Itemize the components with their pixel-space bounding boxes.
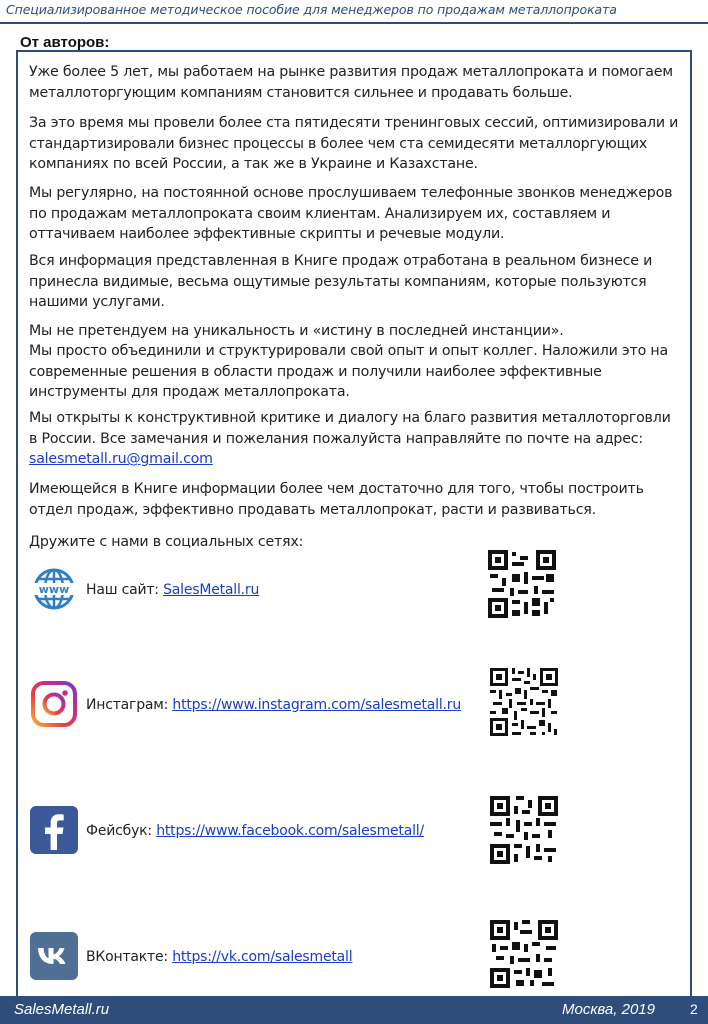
qr-code-site <box>488 550 556 618</box>
instagram-label: Инстаграм: <box>86 697 173 713</box>
facebook-label: Фейсбук: <box>86 823 157 839</box>
paragraph-6 <box>29 408 679 470</box>
instagram-link[interactable]: https://www.instagram.com/salesmetall.ru <box>172 697 462 713</box>
vk-link[interactable]: https://vk.com/salesmetall <box>172 949 353 965</box>
svg-text:www: www <box>38 583 70 596</box>
paragraph-6-text: Мы открыты к конструктивной критике и диалогу на благо развития металлоторговли в России. Все замечания и пожелания пожалуйста направляйте по почте на адрес: <box>29 410 671 447</box>
paragraph-8: Дружите с нами в социальных сетях: <box>29 534 304 550</box>
instagram-label-wrapper <box>86 697 461 713</box>
facebook-icon <box>30 806 78 854</box>
site-label-wrapper <box>86 582 259 598</box>
header-title: Специализированное методическое пособие для менеджеров по продажам металлопроката <box>6 2 617 17</box>
vk-label-wrapper <box>86 949 352 965</box>
qr-code-vk <box>490 920 558 988</box>
paragraph-3: Мы регулярно, на постоянной основе прослушиваем телефонные звонков менеджеров по продажам металлопроката своим клиентам. Анализируем их, составляем и оттачиваем наиболее эффективные скрипты и речевые модули. <box>29 185 673 243</box>
paragraph-5a: Мы не претендуем на уникальность и «истину в последней инстанции». <box>29 323 564 339</box>
vk-icon <box>30 932 78 980</box>
qr-code-facebook <box>490 796 558 864</box>
paragraph-5b: Мы просто объединили и структурировали свой опыт и опыт коллег. Наложили это на современные решения в области продаж и получили наиболее эффективные инструменты для продаж металлопроката. <box>29 343 668 401</box>
facebook-label-wrapper <box>86 823 424 839</box>
site-label: Наш сайт: <box>86 582 164 598</box>
page-number: 2 <box>690 1001 698 1017</box>
paragraph-7: Имеющейся в Книге информации более чем достаточно для того, чтобы построить отдел продаж, эффективно продавать металлопрокат, расти и развиваться. <box>29 481 644 518</box>
vk-label: ВКонтакте: <box>86 949 173 965</box>
page-header <box>0 0 708 24</box>
qr-code-instagram <box>490 668 558 736</box>
paragraph-1: Уже более 5 лет, мы работаем на рынке развития продаж металлопроката и помогаем металлоторгующим компаниям становится сильнее и продавать больше. <box>29 64 673 101</box>
footer-location-year: Москва, 2019 <box>562 1001 655 1018</box>
paragraph-2: За это время мы провели более ста пятидесяти тренинговых сессий, оптимизировали и стандартизировали бизнес процессы в более чем ста семидесяти металлоргующих компаниях по всей России, а так же в Украине и Казахстане. <box>29 115 679 173</box>
site-link[interactable]: SalesMetall.ru <box>163 582 260 598</box>
instagram-icon <box>30 680 78 728</box>
footer-site: SalesMetall.ru <box>14 1001 110 1018</box>
paragraph-4: Вся информация представленная в Книге продаж отработана в реальном бизнесе и принесла видимые, весьма ощутимые результаты компаниям, которые пользуются нашими услугами. <box>29 253 653 311</box>
www-globe-icon <box>30 565 78 613</box>
section-title: От авторов: <box>20 34 110 51</box>
facebook-link[interactable]: https://www.facebook.com/salesmetall/ <box>156 823 424 839</box>
page-footer <box>0 996 708 1024</box>
email-link[interactable]: salesmetall.ru@gmail.com <box>29 451 213 468</box>
